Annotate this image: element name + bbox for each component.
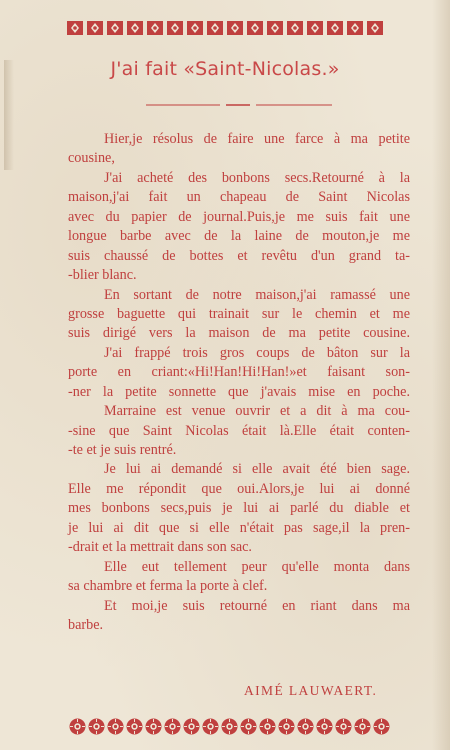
ornament-square-icon (246, 20, 264, 36)
ornament-square-icon (266, 20, 284, 36)
text-line: suis dirigé vers la maison de ma petite cousine. (68, 325, 410, 342)
text-line: longue barbe avec de la laine de mouton,je me (68, 228, 410, 245)
text-line: grosse baguette qui trainait sur le chemin et me (68, 305, 410, 322)
text-line: Marraine est venue ouvrir et a dit à ma cou- (104, 403, 410, 420)
ornament-square-icon (226, 20, 244, 36)
ornament-square-icon (346, 20, 364, 36)
story-text (68, 130, 410, 635)
ornament-square-icon (306, 20, 324, 36)
text-line: barbe. (68, 616, 104, 633)
ornament-flower-icon (145, 718, 162, 735)
top-ornament-band (65, 18, 385, 38)
text-line: avec du papier de journal.Puis,je me suis fait une (68, 208, 410, 225)
ornament-square-icon (86, 20, 104, 36)
text-line: je lui ai dit que si elle n'était pas sage,il la pren- (68, 519, 410, 536)
text-line: J'ai frappé trois gros coups de bâton sur la (104, 344, 410, 361)
text-line: J'ai acheté des bonbons secs.Retourné à la (104, 169, 410, 186)
text-line: En sortant de notre maison,j'ai ramassé une (104, 286, 410, 303)
text-line: Je lui ai demandé si elle avait été bien sage. (104, 461, 410, 478)
ornament-square-icon (366, 20, 384, 36)
ornament-flower-icon (183, 718, 200, 735)
text-line: suis chaussé de bottes et revêtu d'un grand ta- (68, 247, 410, 264)
ornament-flower-icon (126, 718, 143, 735)
document-title: J'ai fait «Saint-Nicolas.» (110, 58, 340, 80)
ornament-flower-icon (316, 718, 333, 735)
text-line: maison,j'ai fait un chapeau de Saint Nicolas (68, 189, 410, 206)
ornament-flower-icon (259, 718, 276, 735)
ornament-square-icon (206, 20, 224, 36)
ornament-flower-icon (164, 718, 181, 735)
ornament-square-icon (186, 20, 204, 36)
page-edge-shadow (432, 0, 450, 750)
text-line: mes bonbons secs,puis je lui ai parlé du diable et (68, 500, 410, 517)
ornament-square-icon (146, 20, 164, 36)
text-line: -sine que Saint Nicolas était là.Elle était conten- (68, 422, 410, 439)
ornament-flower-icon (335, 718, 352, 735)
bottom-ornament-band (64, 716, 394, 736)
text-line: -blier blanc. (68, 267, 137, 284)
text-line: -te et je suis rentré. (68, 442, 177, 458)
text-line: Et moi,je suis retourné en riant dans ma (104, 597, 410, 614)
text-line: Elle me répondit que oui.Alors,je lui ai donné (68, 480, 410, 497)
ornament-flower-icon (240, 718, 257, 735)
ornament-flower-icon (297, 718, 314, 735)
ornament-flower-icon (88, 718, 105, 735)
ornament-square-icon (66, 20, 84, 36)
text-line: -ner la petite sonnette que j'avais mise en poche. (68, 383, 410, 400)
ornament-flower-icon (278, 718, 295, 735)
title-divider-rule (146, 103, 332, 107)
text-line: sa chambre et ferma la porte à clef. (68, 578, 268, 595)
ornament-square-icon (286, 20, 304, 36)
text-line: cousine, (68, 150, 115, 167)
ornament-square-icon (166, 20, 184, 36)
ornament-flower-icon (221, 718, 238, 735)
ornament-flower-icon (202, 718, 219, 735)
ornament-flower-icon (107, 718, 124, 735)
text-line: Elle eut tellement peur qu'elle monta dans (104, 558, 410, 575)
ornament-flower-icon (69, 718, 86, 735)
ornament-flower-icon (373, 718, 390, 735)
text-line: Hier,je résolus de faire une farce à ma petite (104, 131, 410, 147)
ornament-square-icon (126, 20, 144, 36)
text-line: -drait et la mettrait dans son sac. (68, 539, 252, 556)
ornament-flower-icon (354, 718, 371, 735)
text-line: porte en criant:«Hi!Han!Hi!Han!»et faisant son- (68, 364, 410, 381)
ornament-square-icon (326, 20, 344, 36)
author-signature: AIMÉ LAUWAERT. (244, 683, 378, 698)
ornament-square-icon (106, 20, 124, 36)
